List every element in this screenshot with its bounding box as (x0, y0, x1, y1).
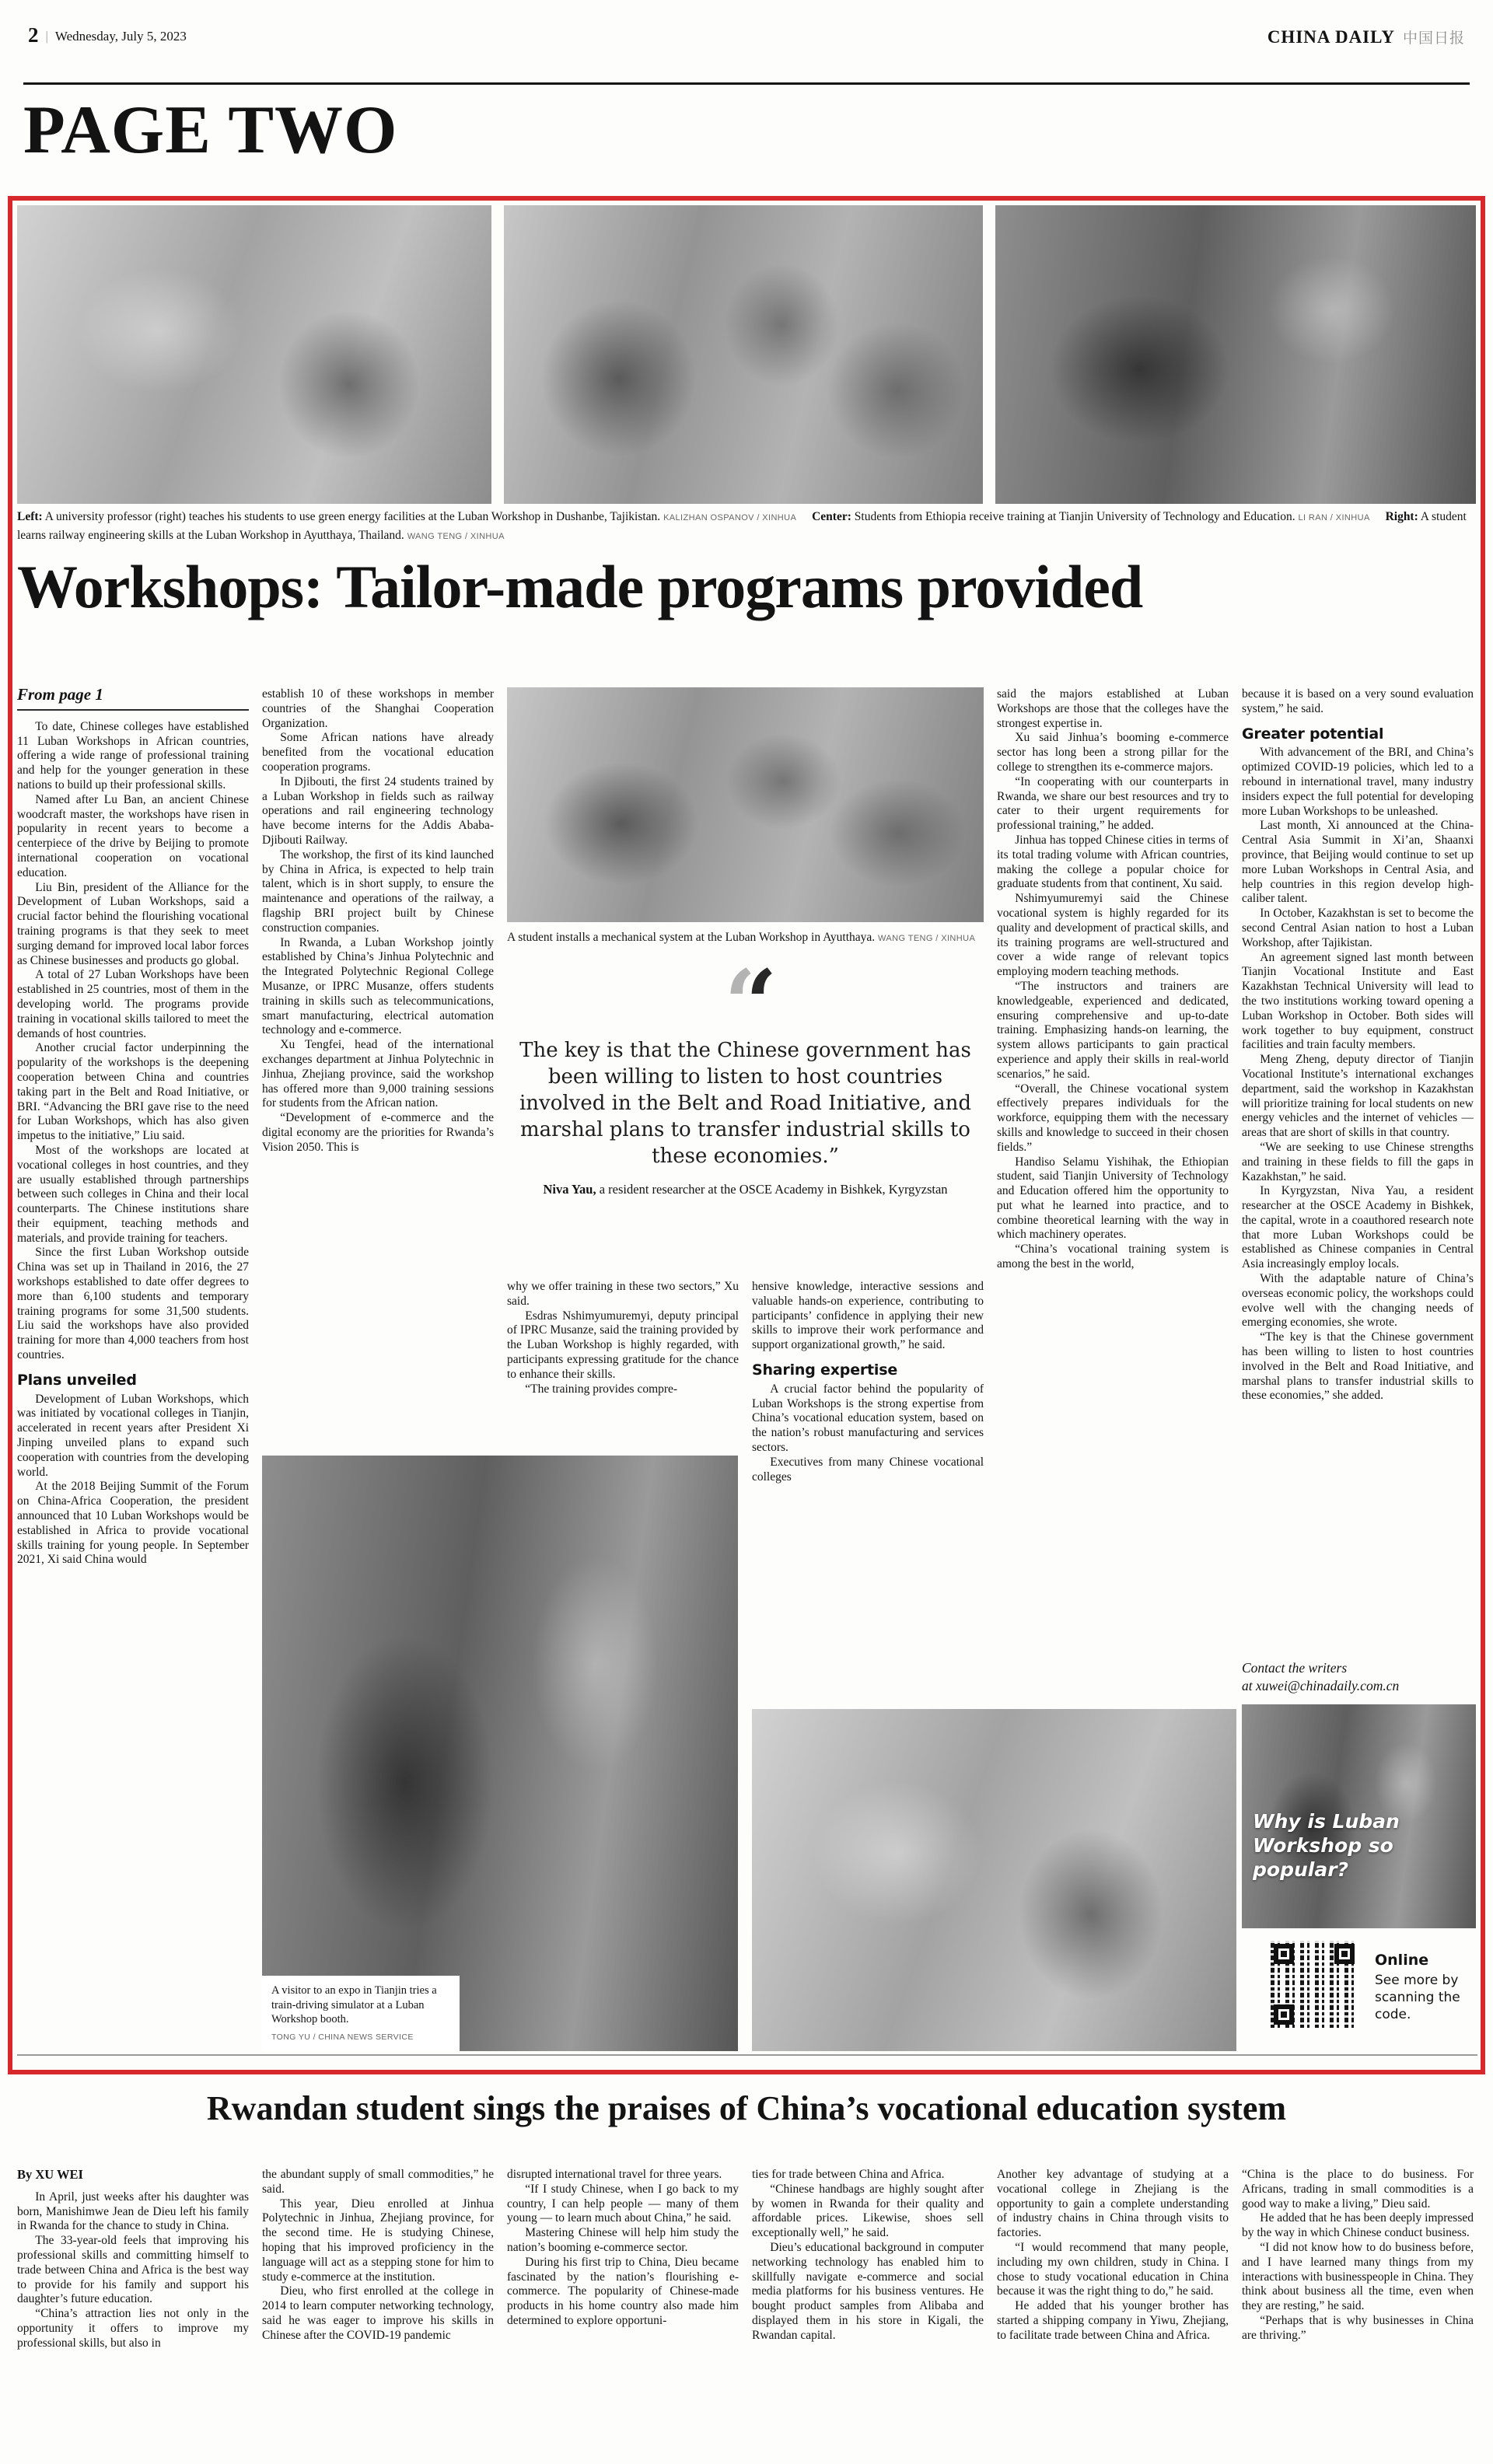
paragraph: “Overall, the Chinese vocational system effectively prepares individuals for the workforce, equipping them with the necessary skills and knowledge to succeed in their chosen fields.” (997, 1082, 1229, 1154)
paragraph: Esdras Nshimyumuremyi, deputy principal of IPRC Musanze, said the training provided by the Luban Workshop is highly regarded, with participants expressing gratitude for the chance to enhance their skills. (507, 1309, 739, 1381)
photo-b-caption (507, 930, 984, 946)
caption-text: A university professor (right) teaches his students to use green energy facilities at the Luban Workshop in Dushanbe, Tajikistan. (44, 510, 661, 523)
quote-author-role: a resident researcher at the OSCE Academy in Bishkek, Kyrgyzstan (596, 1182, 948, 1197)
caption-label: Center: (812, 510, 851, 523)
article-column-6 (1242, 687, 1474, 1651)
caption-label: Right: (1385, 510, 1418, 523)
second-article-column-4 (752, 2168, 984, 2464)
photo-train-driving-simulator (262, 1456, 738, 2051)
subhead-sharing-expertise: Sharing expertise (752, 1361, 898, 1379)
paragraph: Since the first Luban Workshop outside China was set up in Thailand in 2016, the 27 workshops established to date offer degrees to more than 6,100 students and temporary training programs for some 31,500 students. Liu said the workshops have also provided training for more than 4,000 teachers from host countries. (17, 1246, 249, 1362)
paragraph: hensive knowledge, interactive sessions and valuable hands-on experience, contributing to participants’ confidence in applying their new skills to improve their work performance and support organizational growth,” he said. (752, 1280, 984, 1352)
paragraph: Last month, Xi announced at the China-Central Asia Summit in Xi’an, Shaanxi province, that Beijing would continue to set up more Luban Workshops in Central Asia, and help countries in this region develop high-caliber talent. (1242, 819, 1474, 906)
paragraph: This year, Dieu enrolled at Jinhua Polytechnic in Jinhua, Zhejiang province, for the second time. He is studying Chinese, hoping that his improved proficiency in the language will act as a stepping stone for him to study e-commerce at the institution. (262, 2197, 494, 2284)
online-label: Online (1375, 1952, 1429, 1969)
paragraph: Mastering Chinese will help him study the nation’s booming e-commerce sector. (507, 2226, 739, 2254)
paragraph: A crucial factor behind the popularity of Luban Workshops is the strong expertise from China’s vocational education system, based on the nation’s robust manufacturing and services sectors. (752, 1382, 984, 1454)
paragraph: ties for trade between China and Africa. (752, 2168, 945, 2181)
quote-attribution (507, 1181, 984, 1197)
paragraph: In April, just weeks after his daughter was born, Manishimwe Jean de Dieu left his family in Rwanda for the chance to study in China. (17, 2190, 249, 2233)
masthead-title: CHINA DAILY (1267, 27, 1395, 47)
header-separator: | (45, 29, 48, 44)
paragraph: “Chinese handbags are highly sought after by women in Rwanda for their quality and affordable prices. Likewise, shoes sell exceptionally well,” he said. (752, 2182, 984, 2240)
paragraph: “I did not know how to do business before, and I have learned many things from my interactions with businesspeople in China. They think about business all the time, even when they are resting,” he said. (1242, 2240, 1474, 2313)
page-date: Wednesday, July 5, 2023 (54, 29, 187, 44)
paragraph: In October, Kazakhstan is set to become the second Central Asian nation to host a Luban Workshop, after Tajikistan. (1242, 907, 1474, 949)
from-page-label: From page 1 (17, 687, 249, 711)
article-bottom-rule (17, 2054, 1477, 2056)
paragraph: In Kyrgyzstan, Niva Yau, a resident researcher at the OSCE Academy in Bishkek, the capital, wrote in a coauthored research note that more Luban Workshops could be established as Chinese companies in Central Asia increasingly employ locals. (1242, 1184, 1474, 1271)
qr-corner-icon (1274, 1944, 1294, 1964)
paragraph: In Djibouti, the first 24 students trained by a Luban Workshop in fields such as railway operations and rail engineering technology have become interns for the Addis Ababa-Djibouti Railway. (262, 774, 494, 847)
caption-text: A student learns railway engineering skills at the Luban Workshop in Ayutthaya, Thailand. (17, 510, 1467, 542)
article-column-4 (752, 1280, 984, 1706)
caption-text: A visitor to an expo in Tianjin tries a train-driving simulator at a Luban Workshop booth. (271, 1984, 437, 2025)
paragraph: Some African nations have already benefited from the vocational education cooperation programs. (262, 731, 494, 774)
online-blurb (1375, 1952, 1476, 2023)
paragraph: “The key is that the Chinese government has been willing to listen to host countries involved in the Belt and Road Initiative, and marshal plans to transfer industrial skills to these economies,” she added. (1242, 1330, 1474, 1403)
paragraph: To date, Chinese colleges have established 11 Luban Workshops in African countries, offering a wide range of professional training and help for the younger generation in these nations to build up their professional skills. (17, 719, 249, 792)
promo-title: Why is Luban Workshop so popular? (1253, 1810, 1400, 1881)
paragraph: At the 2018 Beijing Summit of the Forum on China-Africa Cooperation, the president announced that 10 Luban Workshops would be established in Africa to provide vocational skills training for young people. In September 2021, Xi said China would (17, 1480, 249, 1567)
paragraph: “China’s attraction lies not only in the opportunity it offers to improve my professional skills, but also in (17, 2307, 249, 2350)
paragraph: A total of 27 Luban Workshops have been established in 25 countries, most of them in the developing world. The programs provide training in vocational skills tailored to meet the demands of host countries. (17, 968, 249, 1040)
photo-credit: WANG TENG / XINHUA (878, 934, 976, 943)
article-column-3 (507, 1280, 739, 1452)
contact-line: Contact the writers (1242, 1660, 1348, 1676)
promo-video-thumbnail (1242, 1704, 1476, 1928)
photo-railway-skills-thailand (995, 205, 1476, 504)
paragraph: An agreement signed last month between Tianjin Vocational Institute and East Kazakhstan Technical University will lead to the two institutions working toward opening a Luban Workshop in October. Both sides will work together to buy equipment, construct facilities and train faculty members. (1242, 950, 1474, 1052)
paragraph: The workshop, the first of its kind launched by China in Africa, is expected to help train talent, which is in short supply, to ensure the maintenance and operations of the railway, a flagship BRI project built by Chinese construction companies. (262, 848, 494, 935)
paragraph: Handiso Selamu Yishihak, the Ethiopian student, said Tianjin University of Technology and Education offered him the opportunity to put what he learned into practice, and to combine theoretical learning with the way in which machinery operates. (997, 1155, 1229, 1242)
headline-rest: Tailor-made programs provided (323, 553, 1143, 620)
qr-code-pattern (1271, 1941, 1358, 2028)
article-column-1 (17, 687, 249, 2053)
paragraph: “We are seeking to use Chinese strengths and training in these fields to fill the gaps in Kazakhstan,” he said. (1242, 1140, 1474, 1183)
quote-marks-icon: ‘‘ (724, 949, 767, 1057)
contact-writers (1242, 1659, 1474, 1695)
second-article-column-2 (262, 2168, 494, 2464)
photo-credit: WANG TENG / XINHUA (407, 531, 505, 541)
pull-quote (507, 949, 984, 1272)
second-article-column-3 (507, 2168, 739, 2464)
paragraph: “If I study Chinese, when I go back to my country, I can help people — many of them young — to learn much about China,” he said. (507, 2182, 739, 2225)
photo-credit: LI RAN / XINHUA (1298, 513, 1370, 523)
caption-text: Students from Ethiopia receive training at Tianjin University of Technology and Education. (854, 510, 1295, 523)
photo-a-caption (262, 1976, 460, 2051)
paragraph: During his first trip to China, Dieu became fascinated by the nation’s flourishing e-commerce. The popularity of Chinese-made products in his home country also made him determined to explore opportuni- (507, 2255, 739, 2327)
photo-credit: KALIZHAN OSPANOV / XINHUA (663, 513, 797, 523)
paragraph: “The instructors and trainers are knowledgeable, experienced and dedicated, ensuring comprehensive and up-to-date training. Emphasizing hands-on learning, the system allows participants to gain practical experience and apply their skills in real-world scenarios,” he said. (997, 979, 1229, 1081)
qr-corner-icon (1334, 1944, 1355, 1964)
paragraph: “Development of e-commerce and the digital economy are the priorities for Rwanda’s Vision 2050. This is (262, 1111, 494, 1154)
paragraph: why we offer training in these two sectors,” Xu said. (507, 1280, 739, 1308)
paragraph: establish 10 of these workshops in member countries of the Shanghai Cooperation Organization. (262, 687, 494, 730)
paragraph: Meng Zheng, deputy director of Tianjin Vocational Institute’s international exchanges department, said the workshop in Kazakhstan will prioritize training for local students on new energy vehicles and the internet of vehicles — areas that are short of skills in that country. (1242, 1053, 1474, 1140)
subhead-greater-potential: Greater potential (1242, 725, 1384, 743)
paragraph: “Perhaps that is why businesses in China are thriving.” (1242, 2313, 1474, 2342)
photo-ethiopia-students-training (504, 205, 983, 504)
photo-luban-workshop-tajikistan (17, 205, 491, 504)
paragraph: Development of Luban Workshops, which was initiated by vocational colleges in Tianjin, accelerated in recent years after President Xi Jinping unveiled plans to expand such cooperation with countries from the developing world. (17, 1392, 249, 1479)
caption-text: A student installs a mechanical system at the Luban Workshop in Ayutthaya. (507, 931, 876, 944)
paragraph: Named after Lu Ban, an ancient Chinese woodcraft master, the workshops have risen in popularity in recent years to become a centerpiece of the drive by Beijing to promote international cooperation on vocational education. (17, 792, 249, 879)
page-header-left (28, 23, 187, 47)
paragraph: “I would recommend that many people, including my own children, study in China. I chose to study vocational education in China because it was the right thing to do,” he said. (997, 2240, 1229, 2298)
paragraph: “China’s vocational training system is among the best in the world, (997, 1242, 1229, 1271)
main-headline (17, 555, 1477, 618)
article-column-2 (262, 687, 494, 1449)
paragraph: The 33-year-old feels that improving his professional skills and committing himself to trade between China and Africa is the best way to provide for his family and support his daughter’s future education. (17, 2234, 249, 2306)
paragraph: Most of the workshops are located at vocational colleges in host countries, and they are usually established through partnerships between such colleges in China and their local counterparts. The Chinese institutions share their equipment, teaching methods and materials, and provide training for teachers. (17, 1143, 249, 1245)
page-number: 2 (28, 23, 39, 47)
paragraph: Dieu, who first enrolled at the college in 2014 to learn computer networking technology, said he was eager to improve his skills in Chinese after the COVID-19 pandemic (262, 2284, 494, 2342)
header-rule (23, 82, 1470, 85)
paragraph: “In cooperating with our counterparts in Rwanda, we share our best resources and try to cater to their urgent requirements for professional training,” he added. (997, 774, 1229, 833)
paragraph: With advancement of the BRI, and China’s optimized COVID-19 policies, which led to a rebound in international travel, many industry insiders expect the full potential for developing more Luban Workshops to be unleashed. (1242, 746, 1474, 818)
paragraph: Xu Tengfei, head of the international exchanges department at Jinhua Polytechnic in Jinhua, Zhejiang province, said the workshop has offered more than 9,000 training sessions for students from the African nation. (262, 1038, 494, 1110)
paragraph: Another key advantage of studying at a vocational college in Zhejiang is the opportunity to gain a complete understanding of industry chains in China through visits to factories. (997, 2168, 1229, 2240)
masthead-chinese: 中国日报 (1402, 30, 1465, 47)
second-article-headline: Rwandan student sings the praises of China’s vocational education system (206, 2089, 1287, 2127)
paragraph: “China is the place to do business. For Africans, trading in small commodities is a good way to make a living,” Dieu said. (1242, 2168, 1474, 2211)
subhead-plans-unveiled: Plans unveiled (17, 1371, 137, 1389)
paragraph: Another crucial factor underpinning the popularity of the workshops is the deepening cooperation between China and countries taking part in the Belt and Road Initiative, or BRI. “Advancing the BRI gave rise to the need for Luban Workshops, which has also given impetus to the initiative,” Liu said. (17, 1041, 249, 1143)
quote-text: The key is that the Chinese government has been willing to listen to host countries involved in the Belt and Road Initiative, and marshal plans to transfer industrial skills to these economies.” (519, 1039, 972, 1168)
paragraph: said the majors established at Luban Workshops are those that the colleges have the strongest expertise in. (997, 687, 1229, 730)
paragraph: In Rwanda, a Luban Workshop jointly established by China’s Jinhua Polytechnic and the Integrated Polytechnic Regional College Musanze, or IPRC Musanze, offers students training in skills such as telecommunications, smart manufacturing, electrical automation technology and e-commerce. (262, 935, 494, 1037)
contact-email[interactable]: at xuwei@chinadaily.com.cn (1242, 1678, 1400, 1693)
article-column-5 (997, 687, 1229, 1698)
caption-label: Left: (17, 510, 43, 523)
paragraph: With the adaptable nature of China’s overseas economic policy, the workshops could evolve well with the changing needs of emerging economies, she wrote. (1242, 1272, 1474, 1330)
paragraph: disrupted international travel for three years. (507, 2168, 722, 2181)
section-title: PAGE TWO (23, 93, 398, 168)
masthead (1267, 26, 1465, 47)
paragraph: Dieu’s educational background in computer networking technology has enabled him to skillfully navigate e-commerce and social media platforms for his business ventures. He bought product samples from Alibaba and displayed them in his store in Kigali, the Rwandan capital. (752, 2240, 984, 2342)
headline-lead: Workshops: (17, 553, 323, 620)
paragraph: “The training provides compre- (525, 1382, 678, 1396)
paragraph: the abundant supply of small commodities,” he said. (262, 2168, 494, 2196)
photo-credit: TONG YU / CHINA NEWS SERVICE (271, 2032, 414, 2042)
paragraph: He added that he has been deeply impressed by the way in which Chinese conduct business. (1242, 2211, 1474, 2240)
byline: By XU WEI (17, 2168, 83, 2182)
paragraph: Jinhua has topped Chinese cities in terms of its total trading volume with African countries, making the college a popular choice for graduate students from that continent, Xu said. (997, 833, 1229, 891)
qr-corner-icon (1274, 2004, 1294, 2025)
second-article-column-1 (17, 2168, 249, 2464)
paragraph: Nshimyumuremyi said the Chinese vocational system is highly regarded for its quality and development of practical skills, and its training programs are well-structured and cover a wide range of relevant topics employing modern teaching methods. (997, 892, 1229, 979)
photo-strip-caption (17, 509, 1477, 545)
paragraph: He added that his younger brother has started a shipping company in Yiwu, Zhejiang, to facilitate trade between China and Africa. (997, 2299, 1229, 2342)
photo-student-installs-mechanical-system (507, 687, 984, 922)
paragraph: because it is based on a very sound evaluation system,” he said. (1242, 687, 1474, 715)
qr-code (1271, 1941, 1358, 2028)
second-article-column-6 (1242, 2168, 1474, 2464)
photo-instructor-and-students (752, 1709, 1236, 2051)
paragraph: Executives from many Chinese vocational colleges (752, 1455, 984, 1484)
paragraph: Xu said Jinhua’s booming e-commerce sector has long been a strong pillar for the college to strengthen its e-commerce majors. (997, 731, 1229, 774)
caption-part (812, 510, 1370, 523)
caption-part (17, 510, 796, 523)
online-text: See more by scanning the code. (1375, 1973, 1460, 2022)
paragraph: Liu Bin, president of the Alliance for the Development of Luban Workshops, said a crucial factor behind the flourishing vocational training programs is that they seek to meet surging demand for improved local labor forces as Chinese businesses and products go global. (17, 880, 249, 967)
quote-author: Niva Yau, (543, 1182, 596, 1197)
second-article-column-5 (997, 2168, 1229, 2464)
